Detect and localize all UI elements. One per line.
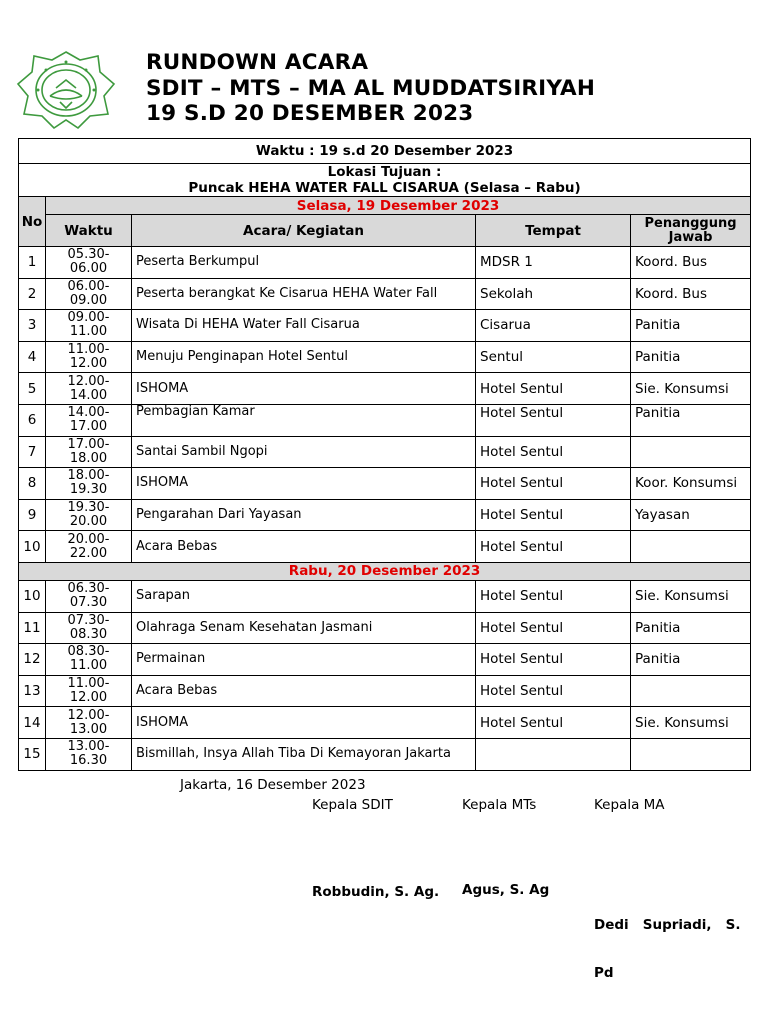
row-number: 14	[19, 707, 46, 739]
name-ma-line-1: Dedi Supriadi, S.	[594, 917, 741, 933]
waktu-start: 17.00-	[67, 436, 110, 452]
day1-label: Selasa, 19 Desember 2023	[46, 197, 751, 215]
row-tempat	[476, 738, 631, 770]
row-acara: Olahraga Senam Kesehatan Jasmani	[132, 612, 476, 644]
waktu-end: 18.00	[69, 450, 108, 466]
day1-rows	[19, 247, 751, 563]
row-acara: ISHOMA	[132, 707, 476, 739]
table-row	[19, 436, 751, 468]
row-tempat: Hotel Sentul	[476, 436, 631, 468]
table-row	[19, 738, 751, 770]
row-tempat: MDSR 1	[476, 247, 631, 279]
waktu-start: 07.30-	[67, 612, 110, 628]
school-logo-icon	[16, 50, 116, 130]
table-row	[19, 341, 751, 373]
table-row	[19, 278, 751, 310]
row-number: 15	[19, 738, 46, 770]
row-acara: Pembagian Kamar	[132, 404, 476, 436]
row-acara: ISHOMA	[132, 373, 476, 405]
row-number: 3	[19, 310, 46, 342]
table-row	[19, 580, 751, 612]
row-acara: Santai Sambil Ngopi	[132, 436, 476, 468]
row-acara: Acara Bebas	[132, 675, 476, 707]
day2-rows	[19, 580, 751, 770]
rundown-table	[18, 138, 751, 771]
row-number: 10	[19, 580, 46, 612]
name-ma	[594, 885, 741, 997]
row-number: 10	[19, 531, 46, 563]
waktu-start: 14.00-	[67, 405, 110, 421]
waktu-info: Waktu : 19 s.d 20 Desember 2023	[19, 139, 751, 164]
row-pj	[631, 531, 751, 563]
row-pj: Panitia	[631, 341, 751, 373]
row-tempat: Hotel Sentul	[476, 499, 631, 531]
row-pj: Panitia	[631, 404, 751, 436]
row-number: 6	[19, 404, 46, 436]
row-pj	[631, 675, 751, 707]
row-waktu	[46, 436, 132, 468]
row-acara: Peserta berangkat Ke Cisarua HEHA Water Fall	[132, 278, 476, 310]
row-waktu	[46, 531, 132, 563]
row-number: 11	[19, 612, 46, 644]
row-number: 8	[19, 468, 46, 500]
waktu-start: 06.30-	[67, 581, 110, 597]
row-pj: Koord. Bus	[631, 278, 751, 310]
row-number: 12	[19, 644, 46, 676]
waktu-start: 19.30-	[67, 500, 110, 516]
table-row	[19, 707, 751, 739]
row-pj: Panitia	[631, 644, 751, 676]
row-pj: Sie. Konsumsi	[631, 580, 751, 612]
row-acara: Acara Bebas	[132, 531, 476, 563]
row-waktu	[46, 580, 132, 612]
waktu-end: 22.00	[69, 545, 108, 561]
row-waktu	[46, 310, 132, 342]
waktu-end: 14.00	[69, 387, 108, 403]
name-ma-line-2: Pd	[594, 965, 614, 981]
lokasi-info	[19, 164, 751, 197]
row-waktu	[46, 675, 132, 707]
row-pj: Panitia	[631, 612, 751, 644]
row-tempat: Cisarua	[476, 310, 631, 342]
waktu-end: 20.00	[69, 514, 108, 530]
row-number: 13	[19, 675, 46, 707]
waktu-end: 19.30	[69, 482, 108, 498]
row-tempat: Hotel Sentul	[476, 707, 631, 739]
row-acara: Sarapan	[132, 580, 476, 612]
row-waktu	[46, 612, 132, 644]
day2-label: Rabu, 20 Desember 2023	[19, 562, 751, 580]
title-line-2: SDIT – MTS – MA AL MUDDATSIRIYAH	[146, 75, 596, 101]
row-waktu	[46, 247, 132, 279]
waktu-start: 05.30-	[67, 247, 110, 263]
row-acara: ISHOMA	[132, 468, 476, 500]
waktu-end: 12.00	[69, 356, 108, 372]
row-acara: Menuju Penginapan Hotel Sentul	[132, 341, 476, 373]
lokasi-value: Puncak HEHA WATER FALL CISARUA (Selasa – Rabu)	[188, 180, 581, 196]
waktu-end: 12.00	[69, 690, 108, 706]
table-row	[19, 531, 751, 563]
waktu-start: 12.00-	[67, 373, 110, 389]
waktu-end: 16.30	[69, 753, 108, 769]
column-header-acara: Acara/ Kegiatan	[132, 215, 476, 247]
waktu-start: 20.00-	[67, 531, 110, 547]
waktu-start: 11.00-	[67, 676, 110, 692]
waktu-end: 11.00	[69, 658, 108, 674]
waktu-end: 08.30	[69, 626, 108, 642]
waktu-start: 12.00-	[67, 707, 110, 723]
row-waktu	[46, 644, 132, 676]
waktu-end: 07.30	[69, 595, 108, 611]
row-acara: Peserta Berkumpul	[132, 247, 476, 279]
column-header-pj: Penanggung Jawab	[631, 215, 751, 247]
table-row	[19, 468, 751, 500]
row-number: 1	[19, 247, 46, 279]
waktu-start: 09.00-	[67, 310, 110, 326]
row-waktu	[46, 278, 132, 310]
row-pj: Sie. Konsumsi	[631, 707, 751, 739]
kepala-mts-label: Kepala MTs	[462, 797, 537, 813]
waktu-start: 08.30-	[67, 644, 110, 660]
row-acara: Pengarahan Dari Yayasan	[132, 499, 476, 531]
table-row	[19, 247, 751, 279]
row-waktu	[46, 707, 132, 739]
kepala-ma-label: Kepala MA	[594, 797, 665, 813]
table-row	[19, 612, 751, 644]
row-acara: Permainan	[132, 644, 476, 676]
row-pj: Koord. Bus	[631, 247, 751, 279]
row-waktu	[46, 404, 132, 436]
row-waktu	[46, 499, 132, 531]
column-header-tempat: Tempat	[476, 215, 631, 247]
row-pj: Yayasan	[631, 499, 751, 531]
title-line-1: RUNDOWN ACARA	[146, 50, 369, 75]
name-sdit: Robbudin, S. Ag.	[312, 884, 440, 900]
row-tempat: Hotel Sentul	[476, 468, 631, 500]
row-waktu	[46, 341, 132, 373]
waktu-start: 18.00-	[67, 468, 110, 484]
row-number: 5	[19, 373, 46, 405]
row-tempat: Hotel Sentul	[476, 644, 631, 676]
waktu-start: 13.00-	[67, 739, 110, 755]
title-line-3: 19 S.D 20 DESEMBER 2023	[146, 101, 474, 126]
row-pj	[631, 738, 751, 770]
row-waktu	[46, 738, 132, 770]
row-tempat: Hotel Sentul	[476, 373, 631, 405]
row-number: 2	[19, 278, 46, 310]
row-number: 7	[19, 436, 46, 468]
table-row	[19, 644, 751, 676]
row-tempat: Sekolah	[476, 278, 631, 310]
table-row	[19, 373, 751, 405]
table-row	[19, 404, 751, 436]
row-tempat: Hotel Sentul	[476, 675, 631, 707]
waktu-end: 11.00	[69, 324, 108, 340]
table-row	[19, 499, 751, 531]
waktu-start: 11.00-	[67, 342, 110, 358]
row-pj: Sie. Konsumsi	[631, 373, 751, 405]
row-waktu	[46, 468, 132, 500]
waktu-start: 06.00-	[67, 278, 110, 294]
row-number: 4	[19, 341, 46, 373]
row-tempat: Hotel Sentul	[476, 612, 631, 644]
row-waktu	[46, 373, 132, 405]
row-tempat: Hotel Sentul	[476, 404, 631, 436]
row-tempat: Sentul	[476, 341, 631, 373]
waktu-end: 06.00	[69, 261, 108, 277]
column-header-no: No	[19, 197, 46, 247]
row-number: 9	[19, 499, 46, 531]
table-row	[19, 310, 751, 342]
column-header-waktu: Waktu	[46, 215, 132, 247]
name-mts: Agus, S. Ag	[462, 882, 550, 898]
row-acara: Wisata Di HEHA Water Fall Cisarua	[132, 310, 476, 342]
document-title	[146, 50, 595, 127]
place-date: Jakarta, 16 Desember 2023	[180, 777, 366, 793]
waktu-end: 09.00	[69, 292, 108, 308]
row-pj: Koor. Konsumsi	[631, 468, 751, 500]
row-pj	[631, 436, 751, 468]
lokasi-label: Lokasi Tujuan :	[327, 164, 442, 180]
kepala-sdit-label: Kepala SDIT	[312, 797, 393, 813]
row-tempat: Hotel Sentul	[476, 531, 631, 563]
row-tempat: Hotel Sentul	[476, 580, 631, 612]
row-acara: Bismillah, Insya Allah Tiba Di Kemayoran Jakarta	[132, 738, 476, 770]
row-pj: Panitia	[631, 310, 751, 342]
waktu-end: 17.00	[69, 419, 108, 435]
waktu-end: 13.00	[69, 721, 108, 737]
table-row	[19, 675, 751, 707]
